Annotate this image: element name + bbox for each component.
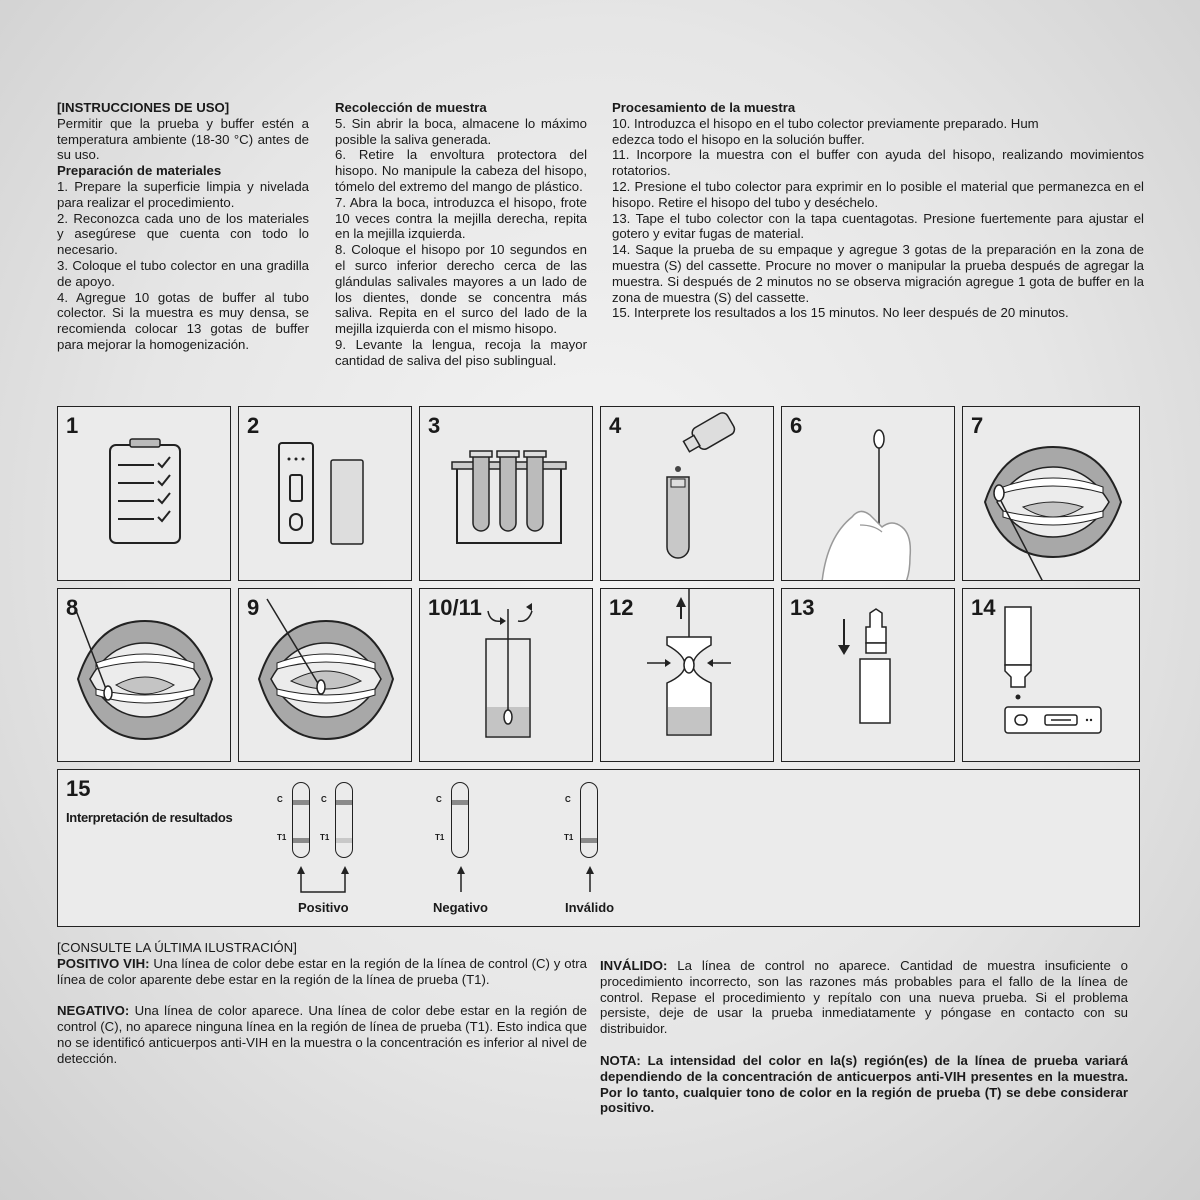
panel-step-4: [600, 406, 774, 581]
step-text: 10. Introduzca el hisopo en el tubo colector previamente preparado. Hum: [612, 115, 1039, 131]
hand-holding-swab-icon: [782, 407, 955, 581]
instructions-heading: [INSTRUCCIONES DE USO]: [57, 100, 230, 115]
collection-heading: Recolección de muestra: [335, 100, 487, 115]
step-text: 2. Reconozca cada uno de los materiales y asegúrese que cuenta con todo lo necesario.: [57, 210, 309, 258]
step-text: 14. Saque la prueba de su empaque y agregue 3 gotas de la preparación en la zona de muestra (S) del cassette. Procure no mover o manipular la prueba después de agregar la muestra. Si después de 2 minutos no se observa migración agregue 1 gota de buffer en la zona de muestra (S) del cassette.: [612, 242, 1144, 305]
step-number: 10/11: [428, 595, 482, 620]
panel-step-1: [57, 406, 231, 581]
negative-label-text: NEGATIVO:: [57, 1003, 130, 1019]
test-line-label: T1: [277, 833, 287, 842]
step-number: 14: [971, 595, 996, 620]
results-explanation-right: [600, 958, 1128, 1116]
control-line-label: C: [436, 795, 442, 804]
invalid-text: La línea de control no aparece. Cantidad de muestra insuficiente o procedimiento incorrecto, son las razones más probables para el fallo de la línea de control. Repase el procedimiento y repítalo con una nueva prueba. Si el problema persiste, deje de usar la prueba inmediatamente y póngase en contacto con su distribuidor.: [600, 958, 1128, 1037]
step-number: 15: [66, 776, 91, 801]
step-text: 9. Levante la lengua, recoja la mayor cantidad de saliva del piso sublingual.: [335, 336, 587, 368]
step-number: 2: [247, 413, 260, 438]
instructions-intro: Permitir que la prueba y buffer estén a temperatura ambiente (18-30 °C) antes de su uso.: [57, 115, 309, 163]
step-number: 6: [790, 413, 803, 438]
positive-label-text: POSITIVO VIH:: [57, 955, 150, 971]
panel-step-2: [238, 406, 412, 581]
step-number: 9: [247, 595, 260, 620]
mouth-swab-lower-right-icon: [58, 589, 231, 762]
step-text: 7. Abra la boca, introduzca el hisopo, frote 10 veces contra la mejilla derecha, repita en la mejilla izquierda.: [335, 194, 587, 242]
panel-results: [57, 769, 1140, 927]
panel-step-7: [962, 406, 1140, 581]
step-text: 11. Incorpore la muestra con el buffer con ayuda del hisopo, realizando movimientos rotatorios.: [612, 147, 1144, 179]
step-text: 12. Presione el tubo colector para exprimir en lo posible el material que permanezca en el hisopo. Retire el hisopo del tubo y deséchelo.: [612, 178, 1144, 210]
test-tube-rack-icon: [420, 407, 593, 581]
results-title: Interpretación de resultados: [66, 810, 233, 825]
open-mouth-swab-cheek-icon: [963, 407, 1140, 581]
processing-column: [612, 100, 1144, 321]
panel-step-14: [962, 588, 1140, 762]
positive-label: Positivo: [298, 900, 349, 915]
panel-step-13: [781, 588, 955, 762]
invalid-label-text: INVÁLIDO:: [600, 958, 668, 973]
panel-step-3: [419, 406, 593, 581]
cassette-and-tube-icon: [239, 407, 412, 581]
panel-step-12: [600, 588, 774, 762]
negative-label: Negativo: [433, 900, 488, 915]
buffer-dropper-icon: [601, 407, 774, 581]
step-number: 4: [609, 413, 622, 438]
step-text: 4. Agregue 10 gotas de buffer al tubo colector. Si la muestra es muy densa, se recomienda colocar 13 gotas de buffer para mejorar la homogenización.: [57, 289, 309, 352]
panel-step-10-11: [419, 588, 593, 762]
step-text: 1. Prepare la superficie limpia y nivelada para realizar el procedimiento.: [57, 178, 309, 210]
consult-heading: [CONSULTE LA ÚLTIMA ILUSTRACIÓN]: [57, 940, 297, 955]
step-number: 1: [66, 413, 79, 438]
results-explanation-left: [57, 940, 587, 1067]
negative-text: Una línea de color aparece. Una línea de color debe estar en la región de control (C), no aparece ninguna línea en la región de línea de prueba (T1). Esto indica que no se identificó anticuerpos anti-VIH en la muestra o la concentración es inferior al nivel de detección.: [57, 1003, 587, 1066]
mouth-swab-sublingual-icon: [239, 589, 412, 762]
step-text: 8. Coloque el hisopo por 10 segundos en el surco inferior derecho cerca de las glándulas salivales mayores a un lado de los dientes, donde se concentra más saliva. Repita en el surco del lado de la mejilla izquierda con el mismo hisopo.: [335, 242, 587, 337]
note-text: NOTA: La intensidad del color en la(s) región(es) de la línea de prueba variará dependiendo de la concentración de anticuerpos anti-VIH presentes en la muestra. Por lo tanto, cualquier tono de color en la región de prueba (T) se debe considerar positivo.: [600, 1052, 1128, 1116]
step-number: 8: [66, 595, 79, 620]
step-text: 13. Tape el tubo colector con la tapa cuentagotas. Presione fuertemente para ajustar el gotero y evitar fugas de material.: [612, 210, 1144, 242]
clipboard-checklist-icon: [58, 407, 231, 581]
negative-explanation: [57, 1003, 587, 1066]
panel-step-9: [238, 588, 412, 762]
control-line-label: C: [565, 795, 571, 804]
test-line-label: T1: [435, 833, 445, 842]
step-text: 5. Sin abrir la boca, almacene lo máximo posible la saliva generada.: [335, 115, 587, 147]
step-number: 7: [971, 413, 984, 438]
step-text: 15. Interprete los resultados a los 15 minutos. No leer después de 20 minutos.: [612, 305, 1069, 321]
step-text: 6. Retire la envoltura protectora del hisopo. No manipule la cabeza del hisopo, tómelo del extremo del mango de plástico.: [335, 147, 587, 194]
step-text: 3. Coloque el tubo colector en una gradilla de apoyo.: [57, 257, 309, 289]
invalid-explanation: [600, 958, 1128, 1037]
test-line-label: T1: [564, 833, 574, 842]
positive-text: Una línea de color debe estar en la región de la línea de control (C) y otra línea de color aparente debe estar en la región de la línea de prueba (T1).: [57, 955, 587, 987]
invalid-label: Inválido: [565, 900, 615, 915]
positive-explanation: [57, 956, 587, 988]
processing-heading: Procesamiento de la muestra: [612, 100, 796, 115]
step-number: 12: [609, 595, 634, 620]
control-line-label: C: [277, 795, 283, 804]
step-text: edezca todo el hisopo en la solución buffer.: [612, 131, 865, 147]
panel-step-8: [57, 588, 231, 762]
step-number: 13: [790, 595, 815, 620]
test-line-label: T1: [320, 833, 330, 842]
panel-step-6: [781, 406, 955, 581]
preparation-heading: Preparación de materiales: [57, 163, 222, 179]
control-line-label: C: [321, 795, 327, 804]
step-number: 3: [428, 413, 441, 438]
collection-column: [335, 100, 587, 369]
instructions-column: [57, 100, 309, 353]
